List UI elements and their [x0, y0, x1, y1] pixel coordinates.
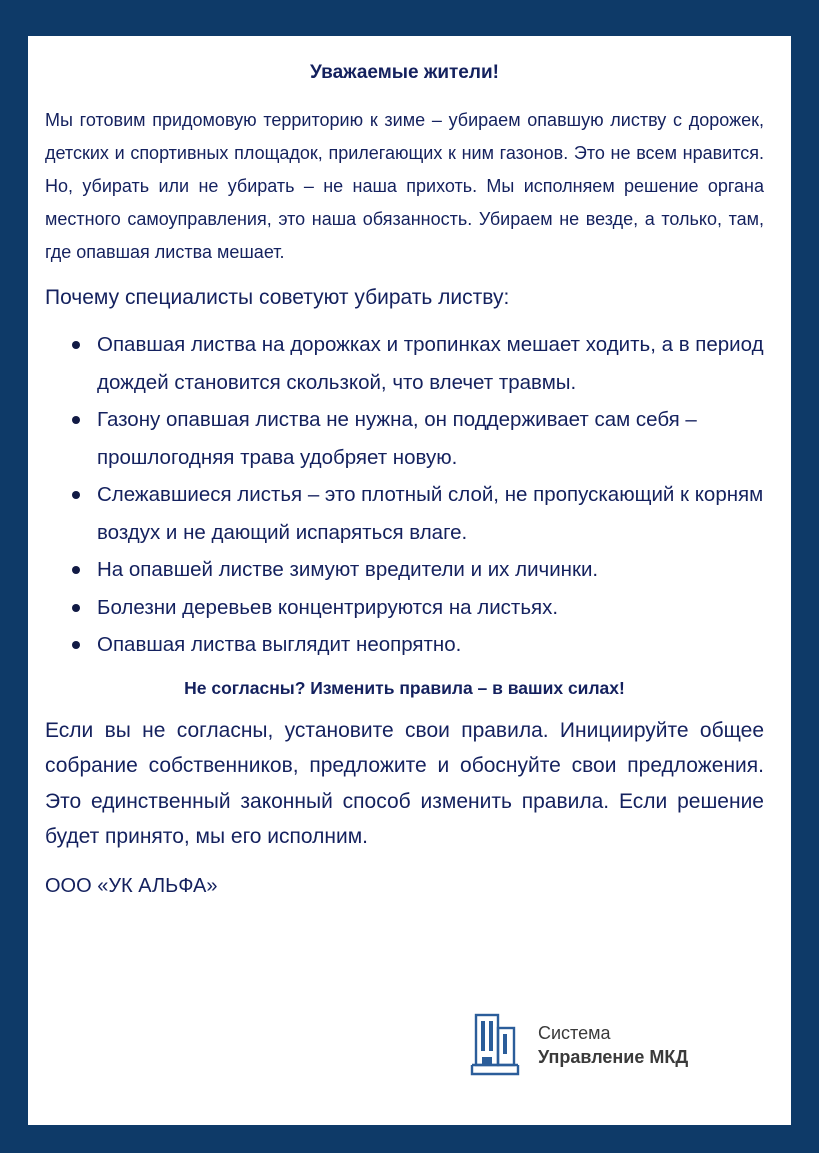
logo-line-system: Система — [538, 1023, 611, 1043]
reason-text: Газону опавшая листва не нужна, он поддерживает сам себя – прошлогодняя трава удобряет новую. — [97, 408, 697, 469]
reason-text: Болезни деревьев концентрируются на листьях. — [97, 595, 559, 619]
list-item — [45, 589, 764, 627]
bullet-icon — [72, 491, 80, 499]
bullet-icon — [72, 341, 80, 349]
intro-paragraph: Мы готовим придомовую территорию к зиме – убираем опавшую листву с дорожек, детских и спортивных площадок, прилегающих к ним газонов. Это не всем нравится. Но, убирать или не убирать – не наша прихоть. Мы исполняем решение органа местного самоуправления, это наша обязанность. Убираем не везде, а только, там, где опавшая листва мешает. — [45, 110, 764, 262]
notice-title: Уважаемые жители! — [310, 62, 499, 83]
list-item — [45, 626, 764, 664]
reasons-list — [45, 326, 764, 664]
reason-text: На опавшей листве зимуют вредители и их личинки. — [97, 558, 599, 581]
call-to-action-heading: Не согласны? Изменить правила – в ваших силах! — [184, 677, 625, 698]
bullet-icon — [72, 566, 80, 574]
notice-page — [28, 36, 791, 1125]
organization-signature: ООО «УК АЛЬФА» — [45, 874, 218, 897]
reason-text: Опавшая листва выглядит неопрятно. — [97, 633, 462, 656]
bullet-icon — [72, 604, 80, 612]
list-item — [45, 476, 764, 551]
list-item — [45, 401, 764, 476]
logo-text — [538, 1021, 688, 1069]
reason-text: Опавшая листва на дорожках и тропинках мешает ходить, а в период дождей становится скользкой, что влечет травмы. — [97, 333, 764, 394]
bullet-icon — [72, 416, 80, 424]
bullet-icon — [72, 641, 80, 649]
building-icon — [470, 1012, 522, 1078]
reason-text: Слежавшиеся листья – это плотный слой, не пропускающий к корням воздух и не дающий испаряться влаге. — [97, 483, 764, 544]
outro-paragraph: Если вы не согласны, установите свои правила. Инициируйте общее собрание собственников, предложите и обоснуйте свои предложения. Это единственный законный способ изменить правила. Если решение будет принято, мы его исполним. — [45, 718, 764, 848]
list-item — [45, 326, 764, 401]
system-logo — [470, 1012, 688, 1078]
logo-line-product: Управление МКД — [538, 1047, 689, 1067]
list-item — [45, 551, 764, 589]
reasons-heading: Почему специалисты советуют убирать листву: — [45, 286, 510, 309]
